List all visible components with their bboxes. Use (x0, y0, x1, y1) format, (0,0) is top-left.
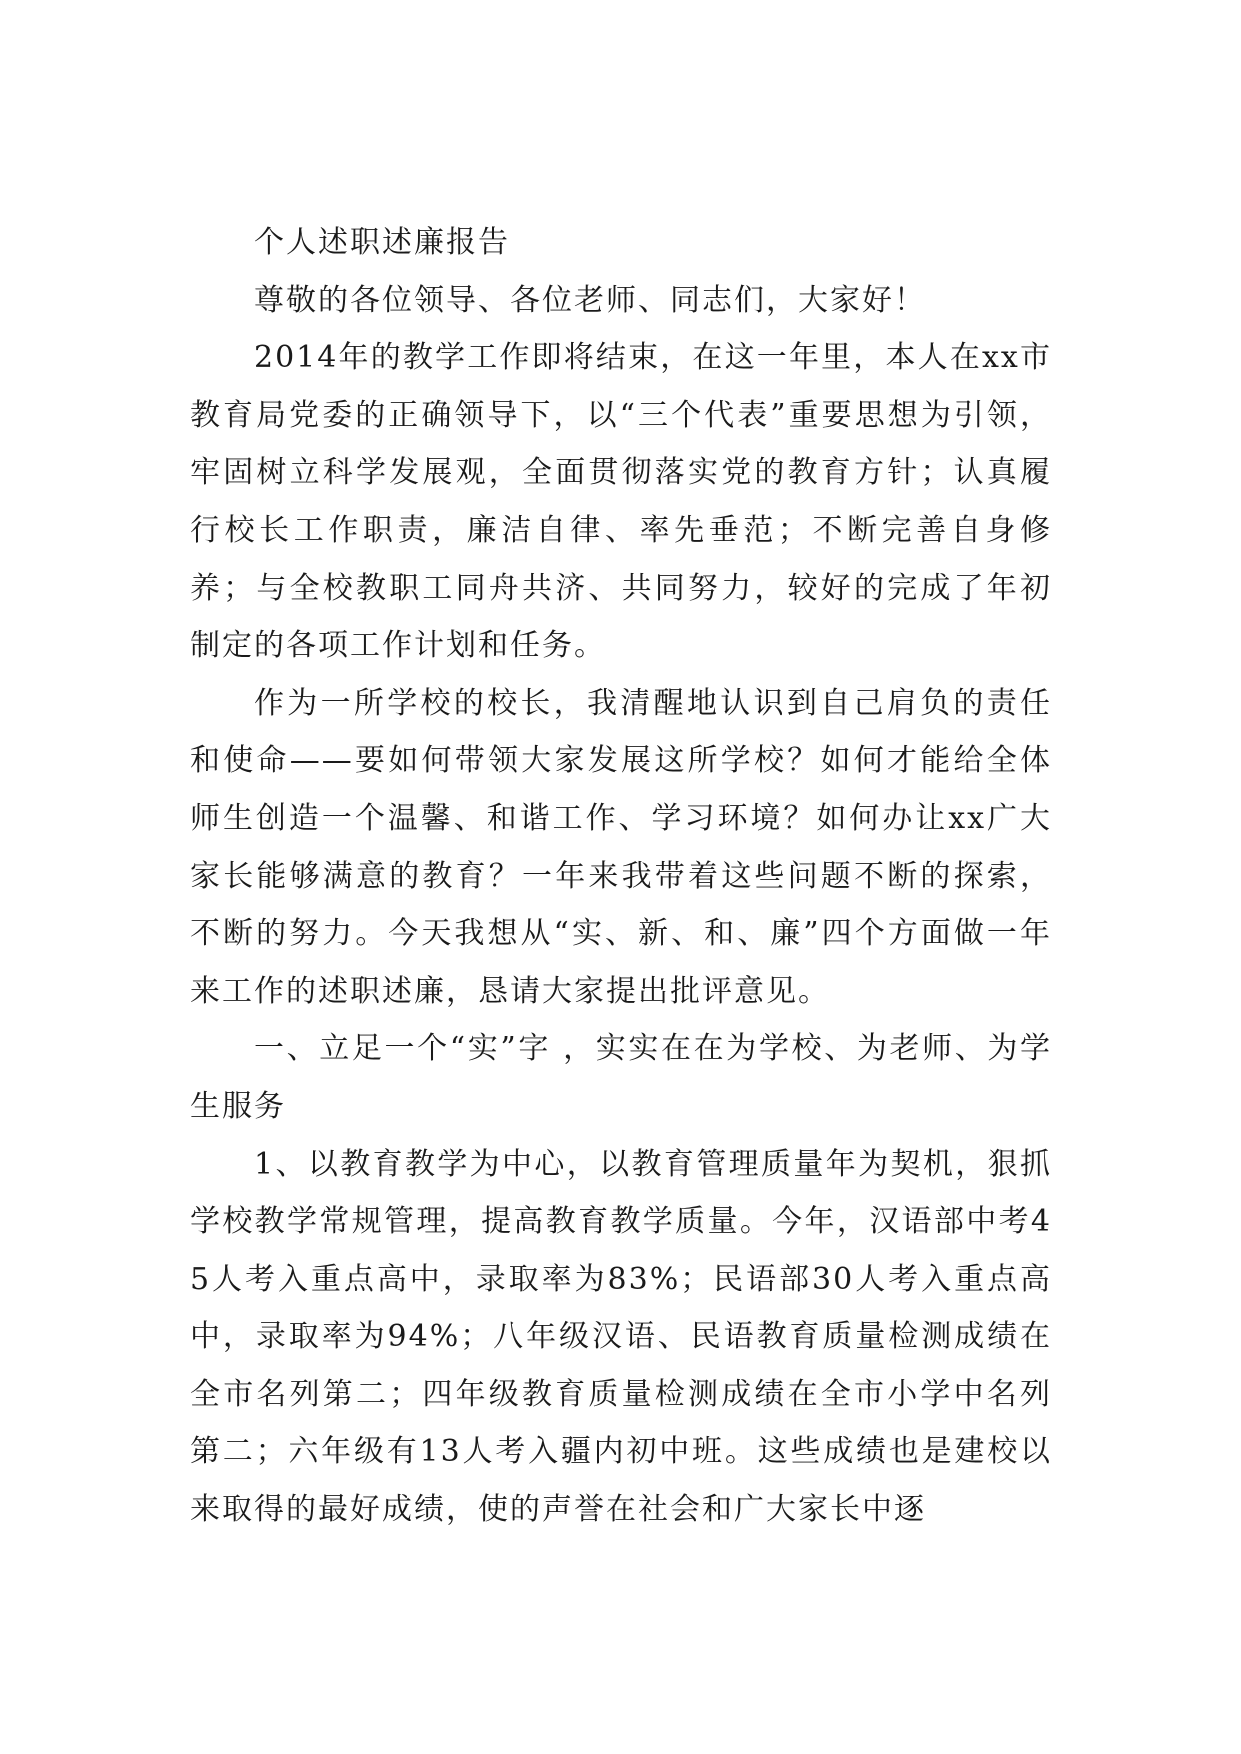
section-heading: 一、立足一个“实”字 ，实实在在为学校、为老师、为学生服务 (190, 1031, 1052, 1124)
responsibility-paragraph: 作为一所学校的校长，我清醒地认识到自己肩负的责任和使命——要如何带领大家发展这所学校？如何才能给全体师生创造一个温馨、和谐工作、学习环境？如何办让xx广大家长能够满意的教育？一年来我带着这些问题不断的探索，不断的努力。今天我想从“实、新、和、廉”四个方面做一年来工作的述职述廉，恳请大家提出批评意见。 (190, 685, 1052, 1009)
greeting-paragraph: 尊敬的各位领导、各位老师、同志们，大家好！ (254, 282, 926, 318)
document-title: 个人述职述廉报告 (254, 225, 510, 260)
document-body (190, 214, 1052, 1539)
teaching-quality-paragraph: 1、以教育教学为中心，以教育管理质量年为契机，狠抓学校教学常规管理，提高教育教学质量。今年，汉语部中考45人考入重点高中，录取率为83%；民语部30人考入重点高中，录取率为94%；八年级汉语、民语教育质量检测成绩在全市名列第二；四年级教育质量检测成绩在全市小学中名列第二；六年级有13人考入疆内初中班。这些成绩也是建校以来取得的最好成绩，使的声誉在社会和广大家长中逐 (190, 1146, 1052, 1528)
intro-paragraph: 2014年的教学工作即将结束，在这一年里，本人在xx市教育局党委的正确领导下，以“三个代表”重要思想为引领，牢固树立科学发展观，全面贯彻落实党的教育方针；认真履行校长工作职责，廉洁自律、率先垂范；不断完善自身修养；与全校教职工同舟共济、共同努力，较好的完成了年初制定的各项工作计划和任务。 (190, 340, 1052, 664)
